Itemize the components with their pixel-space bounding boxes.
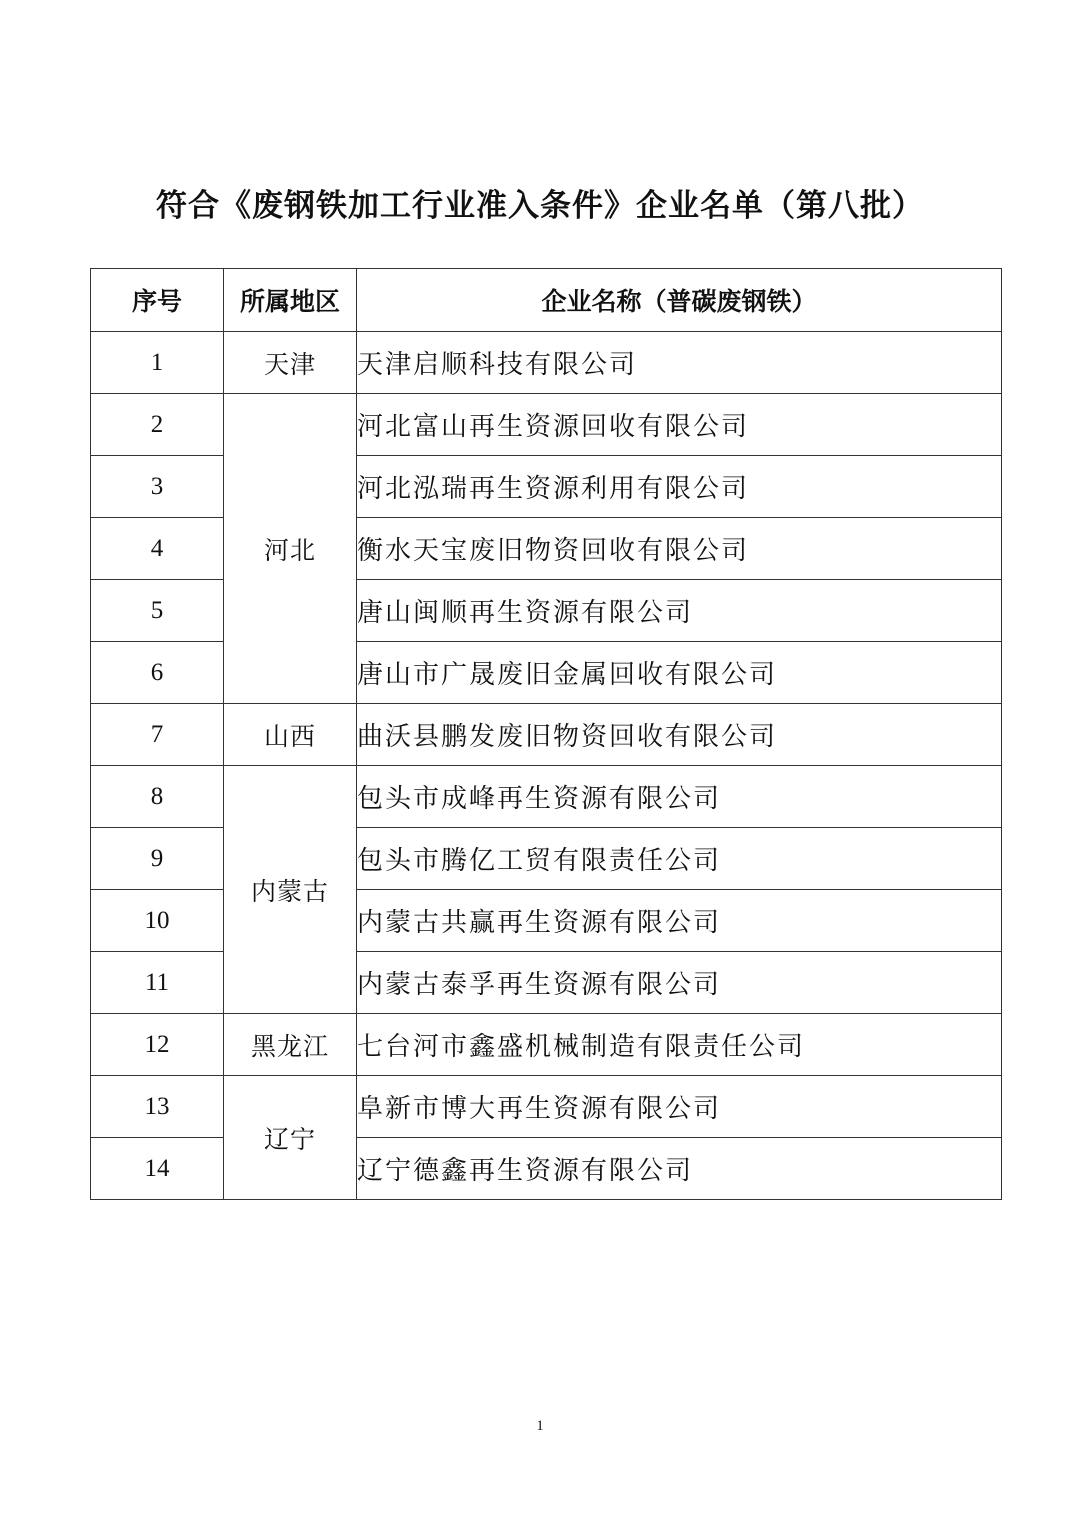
header-region: 所属地区 xyxy=(224,269,357,332)
region-cell-hebei: 河北 xyxy=(224,394,357,704)
company-name: 河北富山再生资源回收有限公司 xyxy=(357,394,1002,456)
table-row xyxy=(91,766,1002,828)
header-company-name: 企业名称（普碳废钢铁） xyxy=(357,269,1002,332)
region-cell-heilongjiang: 黑龙江 xyxy=(224,1014,357,1076)
company-name: 曲沃县鹏发废旧物资回收有限公司 xyxy=(357,704,1002,766)
region-cell-liaoning: 辽宁 xyxy=(224,1076,357,1200)
company-name: 内蒙古泰孚再生资源有限公司 xyxy=(357,952,1002,1014)
company-name: 衡水天宝废旧物资回收有限公司 xyxy=(357,518,1002,580)
row-serial-number: 6 xyxy=(91,642,224,704)
row-serial-number: 3 xyxy=(91,456,224,518)
company-name: 包头市腾亿工贸有限责任公司 xyxy=(357,828,1002,890)
row-serial-number: 12 xyxy=(91,1014,224,1076)
row-serial-number: 4 xyxy=(91,518,224,580)
row-serial-number: 11 xyxy=(91,952,224,1014)
row-serial-number: 14 xyxy=(91,1138,224,1200)
company-name: 唐山闽顺再生资源有限公司 xyxy=(357,580,1002,642)
row-serial-number: 1 xyxy=(91,332,224,394)
company-name: 七台河市鑫盛机械制造有限责任公司 xyxy=(357,1014,1002,1076)
row-serial-number: 8 xyxy=(91,766,224,828)
company-name: 阜新市博大再生资源有限公司 xyxy=(357,1076,1002,1138)
company-name: 天津启顺科技有限公司 xyxy=(357,332,1002,394)
row-serial-number: 7 xyxy=(91,704,224,766)
row-serial-number: 13 xyxy=(91,1076,224,1138)
company-name: 内蒙古共赢再生资源有限公司 xyxy=(357,890,1002,952)
enterprise-table xyxy=(90,268,1002,1200)
table-row xyxy=(91,704,1002,766)
document-title: 符合《废钢铁加工行业准入条件》企业名单（第八批） xyxy=(156,188,924,224)
table-row xyxy=(91,1014,1002,1076)
header-serial-number: 序号 xyxy=(91,269,224,332)
row-serial-number: 9 xyxy=(91,828,224,890)
company-name: 辽宁德鑫再生资源有限公司 xyxy=(357,1138,1002,1200)
region-cell-inner-mongolia: 内蒙古 xyxy=(224,766,357,1014)
company-name: 包头市成峰再生资源有限公司 xyxy=(357,766,1002,828)
region-cell-shanxi: 山西 xyxy=(224,704,357,766)
company-name: 唐山市广晟废旧金属回收有限公司 xyxy=(357,642,1002,704)
page-number: 1 xyxy=(536,1418,544,1434)
region-cell-tianjin: 天津 xyxy=(224,332,357,394)
row-serial-number: 10 xyxy=(91,890,224,952)
row-serial-number: 2 xyxy=(91,394,224,456)
table-row xyxy=(91,394,1002,456)
company-name: 河北泓瑞再生资源利用有限公司 xyxy=(357,456,1002,518)
table-row xyxy=(91,1076,1002,1138)
row-serial-number: 5 xyxy=(91,580,224,642)
table-row xyxy=(91,332,1002,394)
table-header-row xyxy=(91,269,1002,332)
